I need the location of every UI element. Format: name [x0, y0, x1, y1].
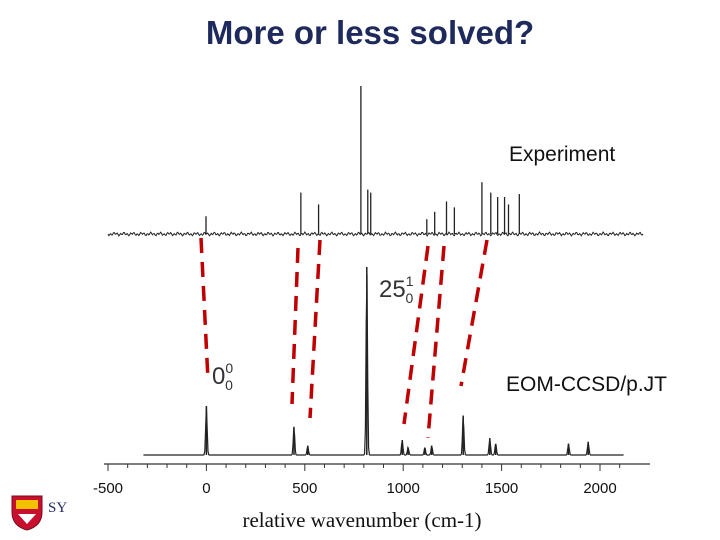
- slide-title: More or less solved?: [205, 14, 535, 51]
- university-name-fragment: SY: [48, 500, 68, 516]
- x-tick-label: 0: [202, 480, 211, 497]
- x-tick-label: 500: [292, 480, 318, 497]
- series-label-calculation: EOM-CCSD/p.JT: [506, 373, 668, 396]
- university-crest-icon: [8, 492, 46, 532]
- x-tick-label: -500: [92, 480, 124, 497]
- correlation-dashed-line: [292, 248, 298, 404]
- correlation-dashed-line: [201, 238, 208, 380]
- correlation-dashed-line: [310, 240, 320, 418]
- correlation-dashed-line: [428, 246, 444, 438]
- annotation-band-25: $25^1$ 0: [379, 273, 414, 306]
- x-tick-label: 1500: [484, 480, 519, 497]
- annotation-origin-band: $0^0$ 0: [212, 360, 234, 393]
- correlation-dashed-line: [461, 240, 487, 386]
- x-tick-label: 1000: [386, 480, 420, 497]
- series-label-experiment: Experiment: [509, 143, 616, 166]
- experiment-baseline: [108, 232, 643, 236]
- x-axis-label: relative wavenumber (cm-1): [242, 508, 482, 532]
- x-tick-label: 2000: [583, 480, 617, 497]
